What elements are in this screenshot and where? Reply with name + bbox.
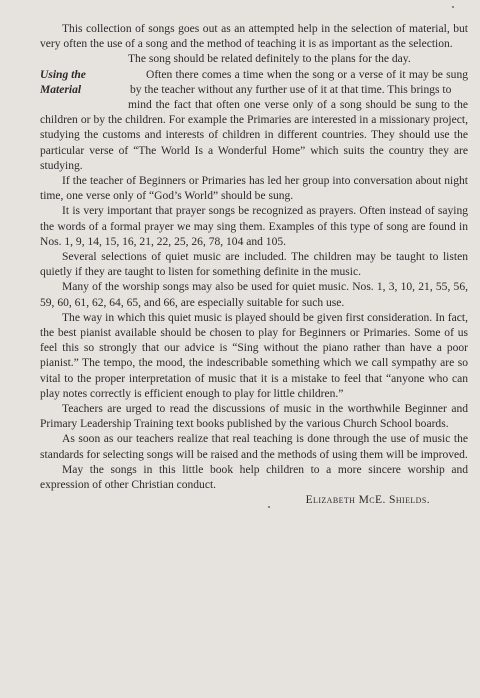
relation-paragraph: The song should be related definitely to the plans for the day. [128, 53, 411, 66]
side-heading-line-1: Using the [40, 68, 86, 81]
real-teaching-paragraph: As soon as our teachers realize that real teaching is done through the use of music the standards for selecting songs will be raised and the methods of using them will be improved. [40, 433, 468, 461]
teachers-urged-paragraph: Teachers are urged to read the discussions of music in the worthwhile Beginner and Primary Leadership Training text books published by the various Church School boards. [40, 403, 468, 431]
side-heading [40, 68, 124, 98]
intro-paragraph: This collection of songs goes out as an attempted help in the selection of material, but very often the use of a song and the method of teaching it is as important as the selection. [40, 23, 468, 51]
pianist-paragraph: The way in which this quiet music is played should be given first consideration. In fact, the best pianist available should be chosen to play for Beginners or Primaries. Some of us feel this so strongly that our advice is “Sing without the piano rather than have a poor pianist.” The tempo, the mood, the indescribable something which we call sympathy are so vital to the proper interpretation of music that it is a mistake to feel that “anyone who can play notes correctly is efficient enough to play for little children.” [40, 311, 468, 400]
prayer-songs-paragraph: It is very important that prayer songs be recognized as prayers. Often instead of saying the words of a formal prayer we may sing them. Examples of this type of song are found in Nos. 1, 9, 14, 15, 16, 21, 22, 25, 26, 78, 104 and 105. [40, 205, 468, 248]
quiet-music-paragraph: Several selections of quiet music are included. The children may be taught to listen quietly if they are taught to listen for something definite in the music. [40, 251, 468, 279]
closing-paragraph: May the songs in this little book help children to a more sincere worship and expression of other Christian conduct. [40, 463, 468, 492]
author-signature: Elizabeth McE. Shields. [305, 494, 430, 507]
using-material-paragraph-start: Often there comes a time when the song or a verse of it may be sung by the teacher without any further use of it at that time. This brings to [130, 68, 468, 96]
using-material-paragraph-continued: mind the fact that often one verse only of a song should be sung to the children or by the children. For example the Primaries are interested in a missionary project, studying the customs and interests of children in different countries. They should use the particular verse of “The World Is a Wonderful Home” which suits the country they are studying. [40, 99, 468, 172]
print-speck [452, 6, 454, 8]
worship-songs-paragraph: Many of the worship songs may also be used for quiet music. Nos. 1, 3, 10, 21, 55, 56, 59, 60, 61, 62, 64, 65, and 66, are especially suitable for such use. [40, 281, 468, 309]
print-speck [268, 506, 270, 508]
side-heading-line-2: Material [40, 83, 82, 96]
night-time-paragraph: If the teacher of Beginners or Primaries has led her group into conversation about night time, one verse only of “God’s World” should be sung. [40, 175, 468, 203]
